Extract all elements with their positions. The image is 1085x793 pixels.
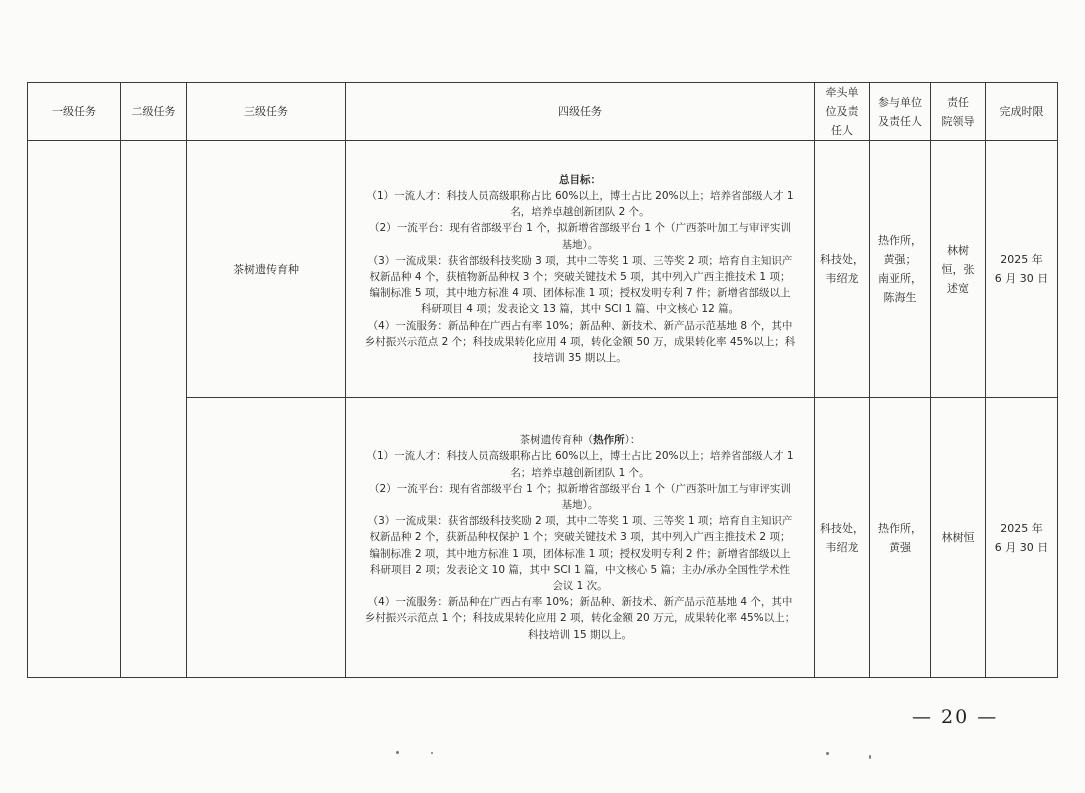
deadline-cell xyxy=(986,141,1058,398)
level4-line: 乡村振兴示范点 1 个；科技成果转化应用 2 项，转化金额 20 万元，成果转化率 45%以上； xyxy=(364,612,796,625)
lead-unit-line: 韦绍龙 xyxy=(825,272,859,285)
leader-line: 林树 xyxy=(947,243,969,257)
heading-unit: 热作所 xyxy=(593,434,625,447)
level1-cell xyxy=(28,141,121,678)
level4-line: （3）一流成果：获省部级科技奖励 2 项，其中二等奖 1 项、三等奖 1 项；培育自主知识产 xyxy=(367,515,793,528)
level4-cell xyxy=(346,141,815,398)
partner-unit-cell xyxy=(870,398,931,678)
header-partner-line: 及责任人 xyxy=(878,114,922,128)
header-level4: 四级任务 xyxy=(346,83,815,141)
task-table xyxy=(27,82,1058,678)
header-responsible-leader xyxy=(931,83,986,141)
partner-unit-cell xyxy=(870,141,931,398)
level4-line: 乡村振兴示范点 2 个；科技成果转化应用 4 项，转化金额 50 万，成果转化率 45%以上；科 xyxy=(364,335,796,348)
header-partner-unit xyxy=(870,83,931,141)
partner-unit-line: 热作所， xyxy=(878,521,922,535)
deadline-cell xyxy=(986,398,1058,678)
header-deadline: 完成时限 xyxy=(986,83,1058,141)
level4-line: （2）一流平台：现有省部级平台 1 个；拟新增省部级平台 1 个（广西茶叶加工与审评实训 xyxy=(369,482,791,495)
header-lead-line: 任人 xyxy=(831,124,853,137)
leader-line: 恒，张 xyxy=(941,262,975,276)
header-lead-unit xyxy=(815,83,870,141)
scan-speck xyxy=(431,752,433,754)
deadline-line: 2025 年 xyxy=(1000,253,1043,266)
level3-cell xyxy=(187,141,346,398)
lead-unit-line: 科技处， xyxy=(820,521,864,535)
level4-line: 名；培养卓越创新团队 1 个。 xyxy=(510,466,650,479)
level4-line: 权新品种 4 个，获植物新品种权 3 个；突破关键技术 5 项，其中列入广西主推技术 1 项； xyxy=(369,271,791,283)
level4-line: （4）一流服务：新品种在广西占有率 10%；新品种、新技术、新产品示范基地 8 个，其中 xyxy=(367,319,793,332)
level4-line: 技培训 35 期以上。 xyxy=(533,352,627,365)
scan-speck xyxy=(396,751,399,754)
deadline-line: 2025 年 xyxy=(1000,521,1043,535)
lead-unit-line: 韦绍龙 xyxy=(825,540,859,554)
table-row xyxy=(28,141,1058,398)
header-leader-line: 责任 xyxy=(947,95,969,109)
scan-speck xyxy=(869,755,871,759)
level4-line: 科研项目 4 项；发表论文 13 篇，其中 SCI 1 篇、中文核心 12 篇。 xyxy=(420,303,740,316)
header-level3: 三级任务 xyxy=(187,83,346,141)
leader-line: 述宽 xyxy=(947,281,969,295)
level4-line: 编制标准 2 项，其中地方标准 1 项，团体标准 1 项；授权发明专利 2 件；新增省部级以上 xyxy=(369,547,791,560)
header-partner-line: 参与单位 xyxy=(878,95,922,109)
level4-line: （1）一流人才：科技人员高级职称占比 60%以上，博士占比 20%以上；培养省部级人才 1 xyxy=(366,450,794,463)
level4-line: （1）一流人才：科技人员高级职称占比 60%以上，博士占比 20%以上；培养省部级人才 1 xyxy=(366,189,794,202)
heading-prefix: 茶树遗传育种（ xyxy=(519,434,594,447)
header-leader-line: 院领导 xyxy=(941,114,975,128)
partner-unit-line: 黄强； xyxy=(883,253,917,266)
header-level2: 二级任务 xyxy=(121,83,187,141)
lead-unit-line: 科技处， xyxy=(820,253,864,266)
level4-heading: 总目标： xyxy=(559,173,601,186)
lead-unit-cell xyxy=(815,398,870,678)
level3-task-text: 茶树遗传育种 xyxy=(233,263,299,276)
level4-line: 名，培养卓越创新团队 2 个。 xyxy=(510,206,650,219)
partner-unit-line: 热作所， xyxy=(878,234,922,247)
level4-line: 基地）。 xyxy=(561,238,599,251)
header-lead-line: 牵头单 xyxy=(825,86,859,99)
level4-heading xyxy=(346,432,814,448)
leader-line: 林树恒 xyxy=(941,531,975,544)
level4-line: 基地）。 xyxy=(561,498,599,511)
partner-unit-line: 陈海生 xyxy=(883,291,917,304)
page-number: — 20 — xyxy=(912,706,999,728)
level4-line: 科技培训 15 期以上。 xyxy=(527,628,633,641)
level2-cell xyxy=(121,141,187,678)
leader-cell xyxy=(931,398,986,678)
scan-speck xyxy=(826,752,829,755)
heading-suffix: ）： xyxy=(624,434,641,447)
table-header-row xyxy=(28,83,1058,141)
level4-line: 会议 1 次。 xyxy=(552,580,608,592)
partner-unit-line: 南亚所， xyxy=(878,272,922,285)
lead-unit-cell xyxy=(815,141,870,398)
level4-line: （3）一流成果：获省部级科技奖励 3 项，其中二等奖 1 项、三等奖 2 项；培育自主知识产 xyxy=(367,254,793,267)
level4-line: 权新品种 2 个，获新品种权保护 1 个；突破关键技术 3 项，其中列入广西主推技术 2 项； xyxy=(369,531,791,544)
leader-cell xyxy=(931,141,986,398)
partner-unit-line: 黄强 xyxy=(889,540,911,554)
header-level1: 一级任务 xyxy=(28,83,121,141)
level4-line: 编制标准 5 项，其中地方标准 4 项、团体标准 1 项；授权发明专利 7 件；新增省部级以上 xyxy=(369,287,791,300)
level3-cell-empty xyxy=(187,398,346,678)
level4-cell xyxy=(346,398,815,678)
deadline-line: 6 月 30 日 xyxy=(994,272,1049,285)
header-lead-line: 位及责 xyxy=(825,105,859,118)
level4-line: 科研项目 2 项；发表论文 10 篇，其中 SCI 1 篇，中文核心 5 篇；主办/承办全国性学术性 xyxy=(369,563,791,576)
deadline-line: 6 月 30 日 xyxy=(994,540,1049,554)
level4-line: （4）一流服务：新品种在广西占有率 10%；新品种、新技术、新产品示范基地 4 个，其中 xyxy=(367,596,793,609)
level4-line: （2）一流平台：现有省部级平台 1 个，拟新增省部级平台 1 个（广西茶叶加工与审评实训 xyxy=(369,222,791,235)
